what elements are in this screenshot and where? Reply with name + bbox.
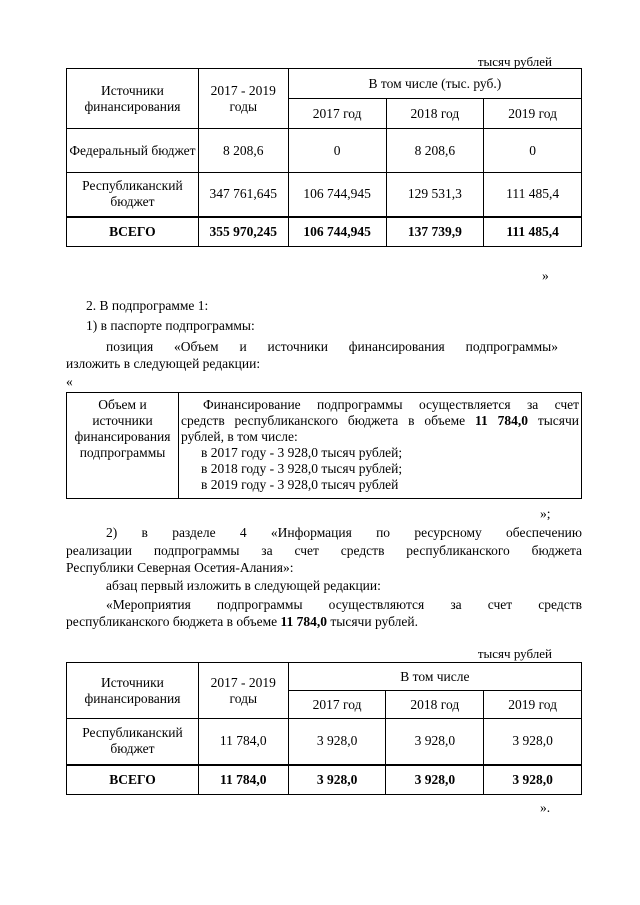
- financing-table-1: [66, 68, 582, 247]
- total-2019: 111 485,4: [484, 217, 582, 247]
- header-including: В том числе (тыс. руб.): [288, 69, 581, 99]
- header-source: Источники финансирования: [67, 663, 199, 719]
- row-2018: 8 208,6: [386, 129, 484, 173]
- section4-line: [66, 614, 418, 630]
- section4-text: республиканского бюджета в объеме: [66, 614, 281, 629]
- row-2018: 129 531,3: [386, 173, 484, 217]
- position-line: позиция «Объем и источники финансирования подпрограммы»: [106, 339, 558, 354]
- total-2017: 106 744,945: [288, 217, 386, 247]
- row-2019: 111 485,4: [484, 173, 582, 217]
- open-quote: «: [66, 374, 73, 389]
- passport-table: [66, 392, 582, 499]
- section4-line: Республики Северная Осетия-Алания»:: [66, 560, 294, 575]
- header-period: 2017 - 2019 годы: [198, 663, 288, 719]
- header-period: 2017 - 2019 годы: [198, 69, 288, 129]
- row-2018: 3 928,0: [386, 719, 484, 765]
- section4-line: 2) в разделе 4 «Информация по ресурсному обеспечению: [106, 525, 582, 540]
- row-2019: 0: [484, 129, 582, 173]
- table-row: [67, 129, 582, 173]
- passport-text: средств республиканского бюджета в объеме: [181, 413, 475, 428]
- row-2017: 0: [288, 129, 386, 173]
- header-year: 2018 год: [386, 99, 484, 129]
- header-year: 2018 год: [386, 691, 484, 719]
- table1-unit: тысяч рублей: [477, 54, 552, 69]
- row-2019: 3 928,0: [484, 719, 582, 765]
- table2-unit: тысяч рублей: [477, 646, 552, 661]
- section4-text: тысячи рублей.: [327, 614, 418, 629]
- table-row: [67, 719, 582, 765]
- section4-amount: 11 784,0: [280, 614, 328, 629]
- passport-line: Финансирование подпрограммы осуществляется за счет: [203, 397, 579, 412]
- row-total: 347 761,645: [198, 173, 288, 217]
- row-source: Федеральный бюджет: [67, 129, 199, 173]
- total-2018: 3 928,0: [386, 765, 484, 795]
- total-label: ВСЕГО: [67, 217, 199, 247]
- table-row: [67, 173, 582, 217]
- closing-quote: ».: [540, 800, 551, 815]
- row-total: 11 784,0: [198, 719, 288, 765]
- header-year: 2019 год: [484, 691, 582, 719]
- section4-line: реализации подпрограммы за счет средств республиканского бюджета: [66, 543, 582, 558]
- row-2017: 106 744,945: [288, 173, 386, 217]
- total-label: ВСЕГО: [67, 765, 199, 795]
- passport-left-cell: Объем и источники финансирования подпрограммы: [67, 393, 179, 499]
- row-source: Республиканский бюджет: [67, 173, 199, 217]
- header-year: 2017 год: [288, 691, 386, 719]
- total-2019: 3 928,0: [484, 765, 582, 795]
- total-sum: 355 970,245: [198, 217, 288, 247]
- section4-line: абзац первый изложить в следующей редакции:: [106, 578, 381, 593]
- total-2017: 3 928,0: [288, 765, 386, 795]
- position-line-2: изложить в следующей редакции:: [66, 356, 261, 371]
- passport-text: тысячи: [527, 413, 580, 428]
- header-year: 2019 год: [484, 99, 582, 129]
- passport-year-2019: в 2019 году - 3 928,0 тысяч рублей: [201, 477, 399, 492]
- passport-close: »;: [540, 506, 551, 521]
- total-sum: 11 784,0: [198, 765, 288, 795]
- row-2017: 3 928,0: [288, 719, 386, 765]
- passport-line: [181, 413, 579, 429]
- passport-amount: 11 784,0: [474, 413, 528, 428]
- total-row: [67, 217, 582, 247]
- item-2-1: 1) в паспорте подпрограммы:: [86, 318, 255, 333]
- item-2: 2. В подпрограмме 1:: [86, 298, 209, 313]
- closing-quote: »: [542, 268, 549, 283]
- passport-year-2017: в 2017 году - 3 928,0 тысяч рублей;: [201, 445, 403, 460]
- financing-table-2: [66, 662, 582, 795]
- total-row: [67, 765, 582, 795]
- passport-right-cell: [179, 393, 582, 499]
- passport-line: рублей, в том числе:: [181, 429, 298, 444]
- total-2018: 137 739,9: [386, 217, 484, 247]
- section4-line: «Мероприятия подпрограммы осуществляются за счет средств: [106, 597, 582, 612]
- passport-year-2018: в 2018 году - 3 928,0 тысяч рублей;: [201, 461, 403, 476]
- header-including: В том числе: [288, 663, 581, 691]
- header-year: 2017 год: [288, 99, 386, 129]
- header-source: Источники финансирования: [67, 69, 199, 129]
- row-source: Республиканский бюджет: [67, 719, 199, 765]
- row-total: 8 208,6: [198, 129, 288, 173]
